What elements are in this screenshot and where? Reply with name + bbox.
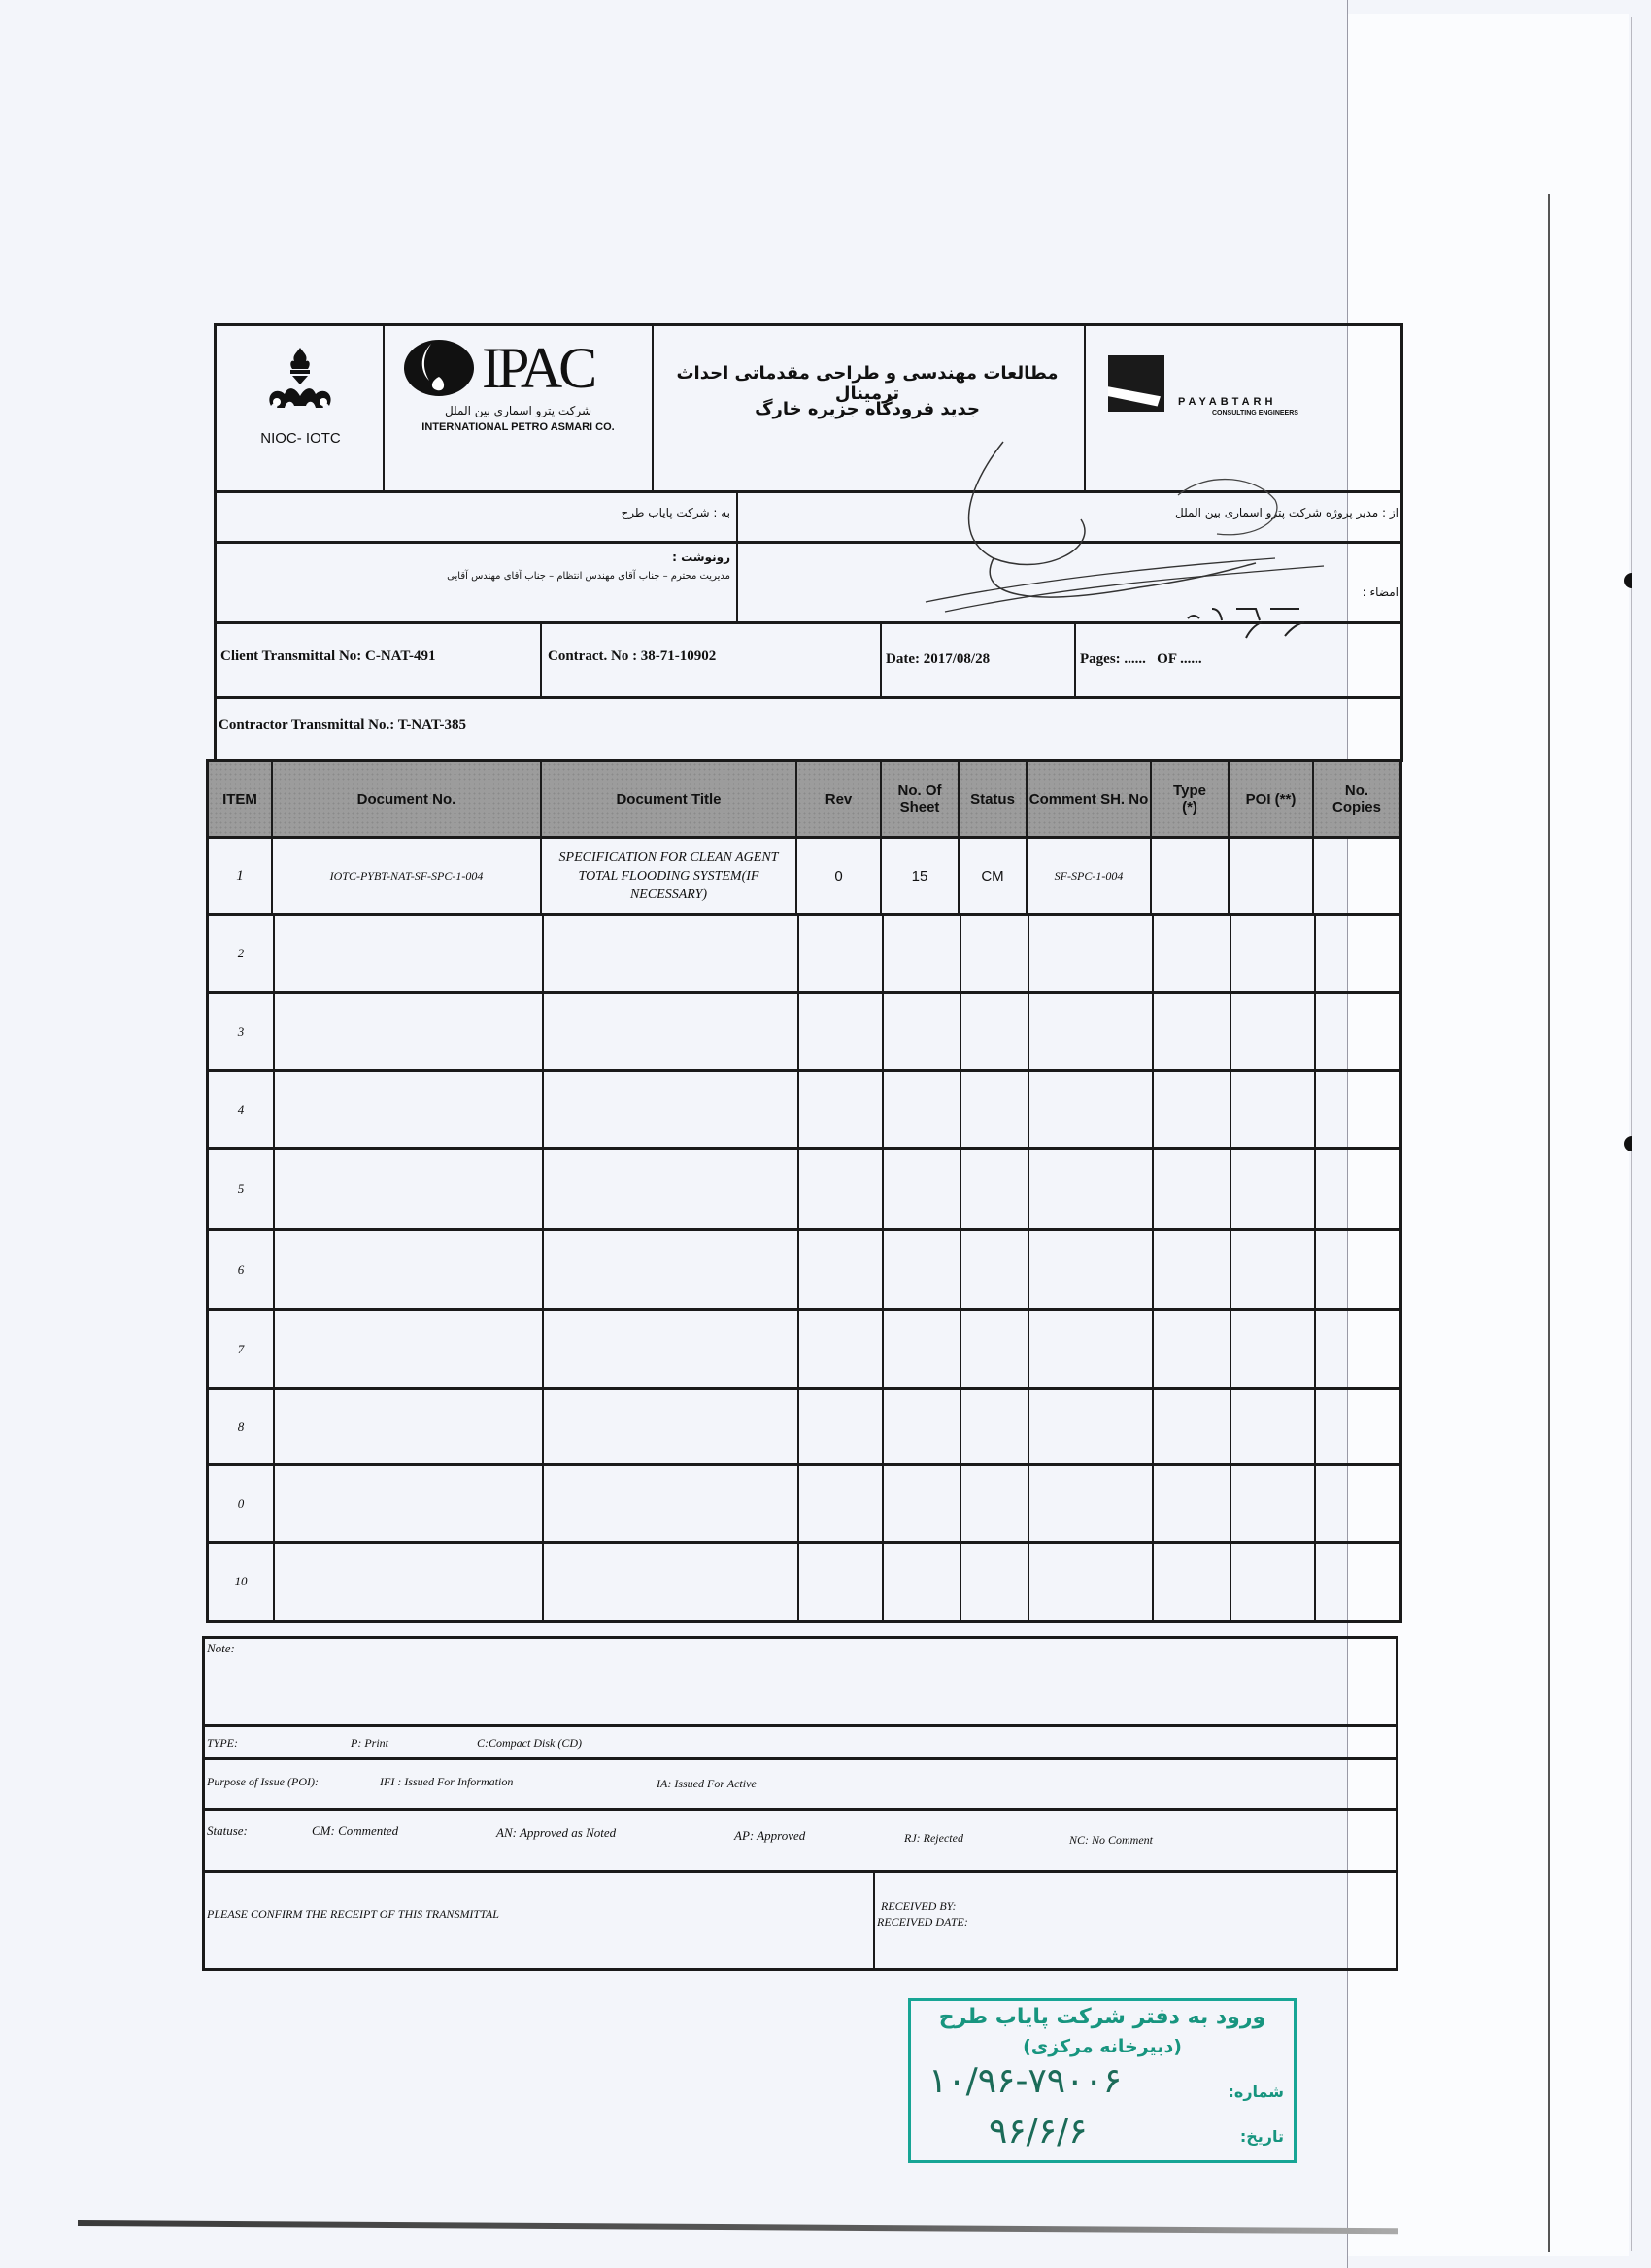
- status-label: Statuse:: [207, 1823, 248, 1838]
- col-header-status: Status: [960, 762, 1028, 836]
- column-divider: [797, 916, 799, 1620]
- stamp-number-value: ۱۰/۹۶-۷۹۰۰۶: [928, 2061, 1123, 2101]
- row-divider: [209, 1147, 1399, 1150]
- page-right-edge: [1631, 17, 1632, 2251]
- column-divider: [1314, 916, 1316, 1620]
- table-row: 4: [237, 1101, 245, 1117]
- table-row: 3: [237, 1023, 245, 1039]
- row-divider: [205, 1724, 1396, 1727]
- received-by-label: RECEIVED BY:: [881, 1899, 957, 1913]
- scan-bottom-shadow: [78, 2220, 1398, 2234]
- note-label: Note:: [207, 1641, 235, 1655]
- type-cd: C:Compact Disk (CD): [477, 1736, 582, 1750]
- table-row: 0: [237, 1495, 245, 1511]
- signature-label: امضاء :: [1362, 585, 1398, 599]
- column-divider: [1028, 916, 1029, 1620]
- contract-no: Contract. No : 38-71-10902: [548, 649, 717, 664]
- table-row: 5: [237, 1181, 245, 1196]
- type-label: TYPE:: [207, 1736, 239, 1750]
- cell-item: 1: [209, 839, 273, 913]
- stamp-title: ورود به دفتر شرکت پایاب طرح: [938, 2005, 1266, 2029]
- receipt-stamp: [908, 1998, 1297, 2163]
- col-header-item: ITEM: [209, 762, 273, 836]
- nioc-emblem-icon: [263, 346, 337, 414]
- status-an: AN: Approved as Noted: [496, 1825, 617, 1840]
- column-divider: [273, 916, 275, 1620]
- column-divider: [542, 916, 544, 1620]
- cell-document-title: SPECIFICATION FOR CLEAN AGENT TOTAL FLOODING SYSTEM(IF NECESSARY): [542, 839, 797, 913]
- ipac-logo-cell: [385, 326, 654, 490]
- cell-sheets: 15: [882, 839, 960, 913]
- row-divider: [209, 1308, 1399, 1311]
- contractor-transmittal-row: [214, 696, 1403, 762]
- col-header-type: Type (*): [1152, 762, 1230, 836]
- project-title-line2: جدید فرودگاه جزیره خارگ: [755, 399, 980, 419]
- pages-count: Pages: ...... OF ......: [1080, 651, 1202, 667]
- project-title-line1: مطالعات مهندسی و طراحی مقدماتی احداث ترمینال: [676, 363, 1059, 404]
- row-divider: [205, 1808, 1396, 1811]
- from-sender: از : مدیر پروژه شرکت پترو اسماری بین الملل: [1174, 506, 1398, 519]
- column-divider: [882, 916, 884, 1620]
- stamp-number-label: شماره:: [1228, 2083, 1284, 2101]
- cell-status: CM: [960, 839, 1028, 913]
- transmittal-date: Date: 2017/08/28: [886, 651, 991, 667]
- contractor-transmittal-no: Contractor Transmittal No.: T-NAT-385: [219, 717, 466, 733]
- col-header-rev: Rev: [797, 762, 882, 836]
- poi-label: Purpose of Issue (POI):: [207, 1775, 319, 1788]
- cell-type: [1152, 839, 1230, 913]
- cc-label: رونوشت :: [672, 550, 730, 564]
- col-header-document-no: Document No.: [273, 762, 542, 836]
- cell-comment-sh: SF-SPC-1-004: [1028, 839, 1152, 913]
- column-divider: [1230, 916, 1231, 1620]
- client-transmittal-cell: [217, 621, 542, 696]
- nioc-logo-cell: [217, 326, 385, 490]
- row-divider: [209, 1228, 1399, 1231]
- col-header-comment-sh: Comment SH. No: [1028, 762, 1152, 836]
- poi-ifi: IFI : Issued For Information: [380, 1775, 514, 1788]
- stamp-subtitle: (دبیرخانه مرکزی): [1023, 2036, 1182, 2057]
- row-divider: [209, 1541, 1399, 1544]
- poi-ia: IA: Issued For Active: [657, 1777, 757, 1790]
- column-divider: [736, 490, 738, 621]
- col-header-copies: No. Copies: [1314, 762, 1399, 836]
- ipac-persian-name: شرکت پترو اسماری بین الملل: [444, 404, 592, 417]
- row-divider: [205, 1870, 1396, 1873]
- ipac-english-name: INTERNATIONAL PETRO ASMARI CO.: [421, 421, 615, 433]
- contract-cell: [542, 621, 882, 696]
- cell-copies: [1314, 839, 1399, 913]
- table-row: 7: [237, 1341, 245, 1356]
- row-divider: [209, 1463, 1399, 1466]
- cc-recipients: مدیریت محترم – جناب آقای مهندس انتظام – جناب آقای مهندس آقایی: [447, 571, 730, 582]
- status-nc: NC: No Comment: [1069, 1833, 1154, 1847]
- transmittal-info-row: [214, 621, 1403, 699]
- table-row: 6: [237, 1261, 245, 1277]
- handwritten-signature: [887, 403, 1392, 646]
- cell-document-no: IOTC-PYBT-NAT-SF-SPC-1-004: [273, 839, 542, 913]
- cell-rev: 0: [797, 839, 882, 913]
- col-header-poi: POI (**): [1230, 762, 1314, 836]
- date-cell: [882, 621, 1076, 696]
- column-divider: [1152, 916, 1154, 1620]
- column-divider: [873, 1873, 875, 1968]
- row-divider: [209, 991, 1399, 994]
- status-rj: RJ: Rejected: [904, 1831, 963, 1845]
- payabtarh-subtitle: CONSULTING ENGINEERS: [1212, 410, 1298, 417]
- to-recipient: به : شرکت پایاب طرح: [621, 506, 730, 519]
- page-edge-rule: [1548, 194, 1550, 2252]
- column-divider: [960, 916, 961, 1620]
- status-cm: CM: Commented: [312, 1823, 399, 1838]
- row-divider: [205, 1757, 1396, 1760]
- table-row: 8: [237, 1418, 245, 1434]
- table-row: 10: [234, 1574, 248, 1588]
- stamp-date-label: تاریخ:: [1239, 2127, 1284, 2146]
- client-transmittal-no: Client Transmittal No: C-NAT-491: [220, 649, 436, 664]
- ipac-wordmark: IPAC: [482, 336, 594, 400]
- cell-poi: [1230, 839, 1314, 913]
- row-divider: [209, 913, 1399, 916]
- received-date-label: RECEIVED DATE:: [877, 1916, 968, 1929]
- type-print: P: Print: [351, 1736, 388, 1750]
- addressing-block: [214, 490, 1403, 624]
- documents-table: [206, 759, 1402, 1623]
- col-header-document-title: Document Title: [542, 762, 797, 836]
- status-ap: AP: Approved: [734, 1828, 806, 1843]
- stamp-date-value: ۹۶/۶/۶: [989, 2112, 1088, 2151]
- ipac-drop-icon: [402, 338, 480, 398]
- legend-block: [202, 1636, 1398, 1971]
- confirm-receipt-text: PLEASE CONFIRM THE RECEIPT OF THIS TRANSMITTAL: [207, 1907, 499, 1920]
- row-divider: [209, 1069, 1399, 1072]
- table-row: 2: [237, 946, 245, 960]
- col-header-sheets: No. Of Sheet: [882, 762, 960, 836]
- row-divider: [209, 1387, 1399, 1390]
- nioc-label: NIOC- IOTC: [260, 429, 341, 447]
- payabtarh-name: PAYABTARH: [1178, 396, 1277, 408]
